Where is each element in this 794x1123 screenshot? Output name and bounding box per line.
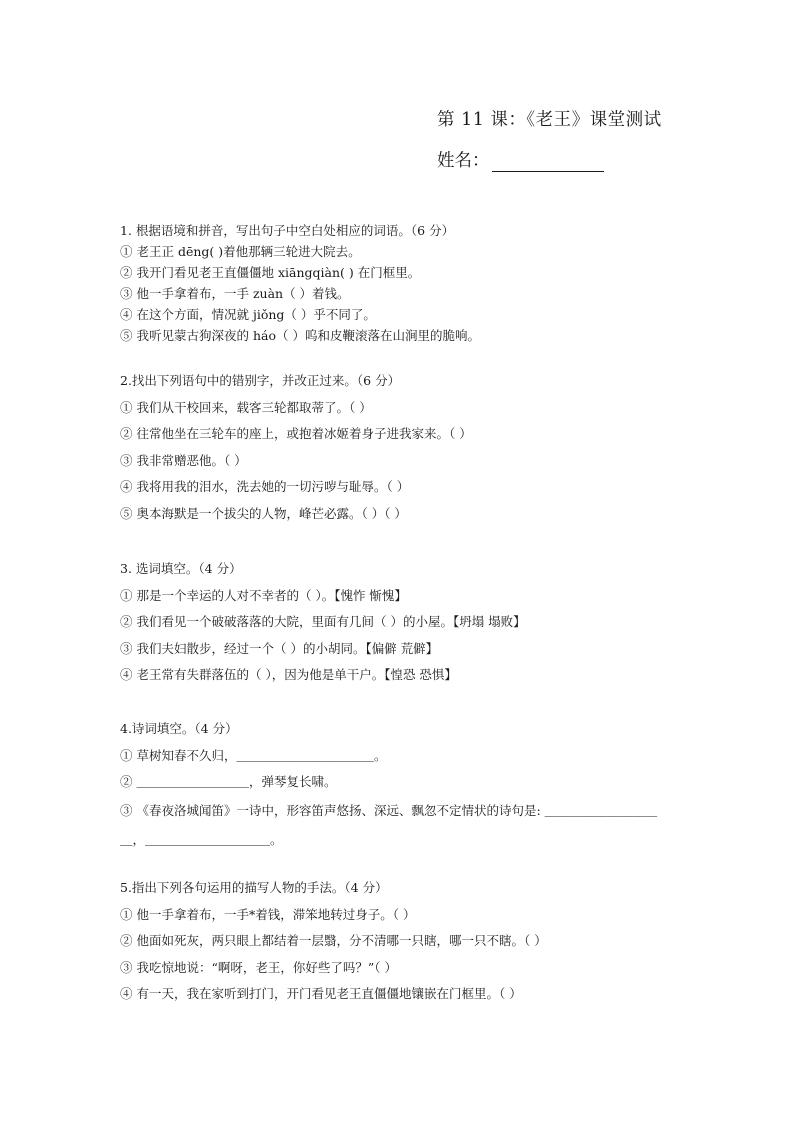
question-item: ② 我开门看见老王直僵僵地 xiāngqiàn( ) 在门框里。 [120, 265, 421, 280]
question-item: ③ 我吃惊地说：“啊呀，老王，你好些了吗？”（ ） [120, 959, 397, 975]
section-2 [120, 368, 680, 527]
question-item: ④ 老王常有失群落伍的（ ），因为他是单干户。【惶恐 恐惧】 [120, 667, 457, 682]
question-item: ① 他一手拿着布，一手*着钱，滞笨地转过身子。（ ） [120, 906, 416, 922]
question-item: ① 老王正 dēng( )着他那辆三轮进大院去。 [120, 244, 361, 259]
section-2-heading: 2.找出下列语句中的错别字，并改正过来。（6 分） [120, 373, 401, 388]
quiz-title: 第 11 课：《老王》课堂测试 [437, 110, 662, 130]
section-1 [120, 220, 680, 346]
question-item: ④ 有一天，我在家听到打门，开门看见老王直僵僵地镶嵌在门框里。（ ） [120, 986, 522, 1001]
question-item: ② 我们看见一个破破落落的大院，里面有几间（ ）的小屋。【坍塌 塌败】 [120, 614, 526, 629]
question-item: ③ 我非常赠恶他。（ ） [120, 452, 247, 468]
name-label: 姓名： [437, 151, 490, 171]
question-item: ③ 《春夜洛城闻笛》一诗中，形容笛声悠扬、深远、飘忽不定情状的诗句是: ＿＿＿＿＿＿＿＿＿＿，＿＿＿＿＿＿＿＿＿＿。 [120, 802, 658, 847]
section-3-heading: 3. 选词填空。（4 分） [120, 561, 242, 576]
question-item: ③ 他一手拿着布，一手 zuàn（ ）着钱。 [120, 286, 350, 301]
section-5 [120, 875, 680, 1008]
section-3 [120, 556, 680, 689]
question-item: ④ 在这个方面，情况就 jiǒng（ ）乎不同了。 [120, 307, 376, 322]
section-4-heading: 4.诗词填空。（4 分） [120, 721, 238, 736]
name-blank[interactable] [492, 153, 604, 172]
question-item: ① 我们从干校回来，载客三轮都取蒂了。（ ） [120, 399, 372, 415]
section-1-heading: 1. 根据语境和拼音，写出句子中空白处相应的词语。（6 分） [120, 223, 455, 238]
question-item: ① 草树知春不久归，＿＿＿＿＿＿＿＿＿＿＿。 [120, 747, 387, 763]
question-item: ⑤ 奥本海默是一个拔尖的人物，峰芒必露。（ ）（ ） [120, 505, 407, 521]
question-item: ② 往常他坐在三轮车的座上，或抱着冰姬着身子进我家来。（ ） [120, 426, 472, 441]
question-item: ② ＿＿＿＿＿＿＿＿＿，弹琴复长啸。 [120, 774, 337, 789]
section-5-heading: 5.指出下列各句运用的描写人物的手法。（4 分） [120, 880, 388, 895]
question-item: ② 他面如死灰，两只眼上都结着一层翳，分不清哪一只瞎，哪一只不瞎。（ ） [120, 933, 547, 948]
section-4 [120, 716, 680, 854]
question-item: ④ 我将用我的泪水，洗去她的一切污哕与耻辱。（ ） [120, 479, 410, 494]
question-item: ① 那是一个幸运的人对不幸者的（ ）。【愧怍 惭愧】 [120, 587, 407, 603]
question-item: ③ 我们夫妇散步，经过一个（ ）的小胡同。【偏僻 荒僻】 [120, 640, 439, 656]
question-item: ⑤ 我听见蒙古狗深夜的 háo（ ）呜和皮鞭滚落在山涧里的脆响。 [120, 328, 480, 343]
name-line [437, 147, 604, 172]
